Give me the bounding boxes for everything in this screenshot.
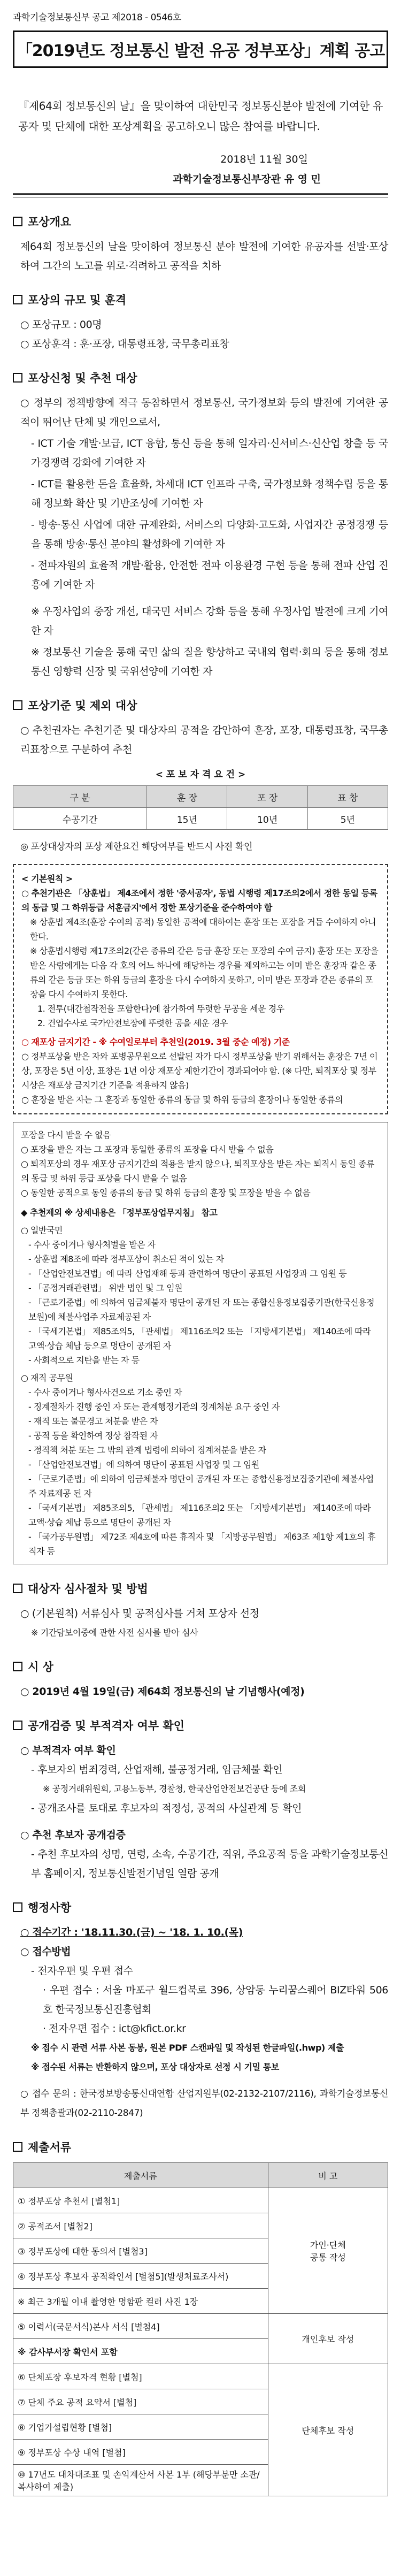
section-documents-heading	[13, 2139, 388, 2155]
square-bullet-icon	[13, 373, 22, 383]
principle-rule: ○ 정부포상을 받은 자와 포병공무원으로 선발된 자가 다시 정부포상을 받기 위해서는 훈장은 7년 이상, 포장은 5년 이상, 표창은 1년 이상 재포상 제한기간이 경과되어야 함. (※ 다만, 퇴직포상 및 정부시상은 재포상 금지기간 기준을 적용하지 않음)	[21, 1051, 378, 1090]
table-cell: 10년	[227, 808, 307, 830]
divider	[13, 193, 388, 197]
exclusion-line: ○ 동일한 공적으로 동일 종류의 동급 및 하위 등급의 훈장 및 포장을 받을 수 없음	[21, 1188, 311, 1198]
review-item: ○ (기본원칙) 서류심사 및 공적심사를 거쳐 포상자 선정	[20, 1608, 259, 1619]
admin-item: ※ 접수된 서류는 반환하지 않으며, 포상 대상자로 선정 시 기밀 통보	[31, 2062, 279, 2072]
exclusion-item: - 「공정거래관련법」 위반 법인 및 그 임원	[28, 1283, 183, 1293]
principle-rule: 2. 건업수사로 국가안전보장에 뚜렷한 공을 세운 경우	[37, 1018, 228, 1028]
notice-date: 2018년 11월 30일	[220, 154, 308, 165]
table-cell: ⑤ 이력서(국문서식)본사 서식 [별첨4]	[13, 2314, 268, 2339]
qualification-caption: < 포 보 자 격 요 건 >	[155, 769, 246, 780]
basic-principles-box	[13, 864, 388, 1114]
exclusion-item: - 「국세기본법」 제85조의5, 「관세법」 제116조의2 또는 「지방세기본법」 제140조에 따라 고액·상습 체납 등으로 명단이 공개된 자	[28, 1503, 371, 1527]
section-overview-body: 제64회 정보통신의 날을 맞이하여 정보통신 분야 발전에 기여한 유공자를 선발·포상하여 그간의 노고를 위로·격려하고 공적을 치하	[20, 241, 388, 272]
exclusion-item: - 수사 중이거나 형사처벌을 받은 자	[28, 1240, 156, 1250]
eligibility-note: ※ 정보통신 기술을 통해 국민 삶의 질을 향상하고 국내외 협력·회의 등을 통해 정보통신 영향력 신장 및 국위선양에 기여한 자	[31, 646, 388, 677]
table-cell: ⑧ 기업가설립현황 [별첨]	[13, 2414, 268, 2440]
admin-item: ○ 접수 문의 : 한국정보방송통신대연합 산업지원부(02-2132-2107/2116), 과학기술정보통신부 정책총괄과(02-2110-2847)	[20, 2089, 388, 2119]
table-cell: 가인·단체 공통 작성	[268, 2188, 388, 2314]
exclusion-item: - 징계절차가 진행 중인 자 또는 관계행정기관의 징계처분 요구 중인 자	[28, 1402, 280, 1412]
square-bullet-icon	[13, 217, 22, 226]
scale-item: ○ 포상규모 : 00명	[20, 319, 102, 331]
section-title: 포상신청 및 추천 대상	[28, 372, 137, 385]
principle-rule: ○ 재포상 금지기간 - ※ 수여일로부터 추천일(2019. 3월 중순 예정) 기준	[21, 1037, 290, 1047]
exclusion-item: - 상훈법 제8조에 따라 정부포상이 취소된 적이 있는 자	[28, 1254, 224, 1264]
criteria-body: ○ 추천권자는 추천기준 및 대상자의 공적을 감안하여 훈장, 포장, 대통령표창, 국무총리표창으로 구분하여 추천	[20, 724, 388, 755]
table-header: 구 분	[13, 786, 147, 808]
verification-item: ※ 공정거래위원회, 고용노동부, 경찰청, 한국산업안전보건공단 등에 조회	[43, 1784, 306, 1794]
eligibility-lead: ○ 정부의 정책방향에 적극 동참하면서 정보통신, 국가정보화 등의 발전에 기여한 공적이 뛰어난 단체 및 개인으로서,	[20, 397, 388, 428]
table-cell: ④ 정부포상 후보자 공적확인서 [별첨5](발생처료조사서)	[13, 2264, 268, 2289]
admin-item: · 전자우편 접수 : ict@kfict.or.kr	[43, 2023, 186, 2035]
exclusion-line: ○ 포장을 받은 자는 그 포장과 동일한 종류의 포장을 다시 받을 수 없음	[21, 1144, 274, 1155]
square-bullet-icon	[13, 1721, 22, 1730]
principle-rule: ※ 상훈법시행령 제17조의2(같은 종류의 같은 등급 훈장 또는 포장의 수여 금지) 훈장 또는 포장을 받은 사람에게는 다음 각 호의 어느 하나에 해당하는 경우를 제외하고는 이미 받은 훈장과 같은 종류의 같은 등급 또는 하위 등급의 훈장을 다시 수여하지 못하고, 이미 받은 포장과 같은 종류의 포장을 다시 수여하지 못한다.	[30, 946, 379, 999]
principle-rule: ○ 추천기관은 「상훈법」 제4조에서 정한 '중서공자', 동법 시행령 제17조의2에서 정한 동일 등록의 동급 및 그 하위등급 서훈금지'에서 정한 포상기준을 준수하여야 함	[21, 888, 377, 913]
documents-table	[13, 2162, 388, 2496]
table-header: 표 창	[307, 786, 388, 808]
section-title: 제출서류	[28, 2141, 72, 2154]
square-bullet-icon	[13, 1584, 22, 1593]
table-cell: ⑦ 단체 주요 공적 요약서 [별첨]	[13, 2389, 268, 2414]
admin-item: ○ 접수방법	[20, 1946, 71, 1958]
exclusion-group-label: ○ 재직 공무원	[21, 1373, 73, 1383]
table-cell: 5년	[307, 808, 388, 830]
exclusion-item: - 「근로기준법」에 의하여 임금체불자 명단이 공개된 자 또는 종합신용정보집중기관(한국신용정보원)에 체불사업주 자료제공된 자	[28, 1297, 375, 1322]
table-cell: ① 정부포상 추천서 [별첨1]	[13, 2188, 268, 2213]
eligibility-bullet: - 전파자원의 효율적 개발·활용, 안전한 전파 이용환경 구현 등을 통해 전파 산업 진흥에 기여한 자	[31, 560, 388, 591]
table-header: 포 장	[227, 786, 307, 808]
section-admin-heading	[13, 1899, 388, 1915]
award-item: ○ 2019년 4월 19일(금) 제64회 정보통신의 날 기념행사(예정)	[20, 1686, 305, 1698]
scale-item: ○ 포상훈격 : 훈·포장, 대통령표창, 국무총리표창	[20, 338, 229, 350]
table-cell: ※ 최근 3개월 이내 촬영한 명함판 컬러 사진 1장	[13, 2289, 268, 2314]
square-bullet-icon	[13, 295, 22, 304]
eligibility-bullet: - 방송·통신 사업에 대한 규제완화, 서비스의 다양화·고도화, 사업자간 공정경쟁 등을 통해 방송·통신 분야의 활성화에 기여한 자	[31, 519, 388, 550]
admin-item: - 전자우편 및 우편 접수	[31, 1965, 133, 1977]
table-header: 제출서류	[13, 2163, 268, 2188]
eligibility-bullet: - ICT를 활용한 돈을 효율화, 차세대 ICT 인프라 구축, 국가정보화 정책수립 등을 통해 정보화 확산 및 기반조성에 기여한 자	[31, 478, 388, 509]
admin-item: · 우편 접수 : 서울 마포구 월드컵북로 396, 상암동 누리꿈스퀘어 BIZ타워 506호 한국정보통신진흥협회	[43, 1984, 388, 2015]
exclusion-item: - 공적 등을 확인하여 정상 참작된 자	[28, 1431, 158, 1441]
section-title: 공개검증 및 부적격자 여부 확인	[28, 1719, 184, 1732]
exclusion-line: 포장을 다시 받을 수 없음	[21, 1130, 111, 1140]
admin-item: ○ 접수기간 : '18.11.30.(금) ~ '18. 1. 10.(목)	[20, 1927, 243, 1938]
eligibility-note: ※ 우정사업의 중장 개선, 대국민 서비스 강화 등을 통해 우정사업 발전에 크게 기여한 자	[31, 606, 388, 637]
section-overview-heading	[13, 213, 388, 230]
table-cell: ⑨ 정부포상 수상 내역 [별첨]	[13, 2440, 268, 2465]
table-cell: 개인후보 작성	[268, 2314, 388, 2364]
principle-rule: ※ 상훈법 제4조(훈장 수여의 공적) 동일한 공적에 대하여는 훈장 또는 포장을 거듭 수여하지 아니한다.	[30, 917, 376, 942]
exclusion-item: - 재직 또는 불문경고 처분을 받은 자	[28, 1416, 158, 1426]
table-cell: ⑥ 단체포장 후보자격 현황 [별첨]	[13, 2364, 268, 2389]
exclusions-box	[13, 1122, 388, 1564]
square-bullet-icon	[13, 2142, 22, 2152]
review-item: ※ 기간담보이중에 관한 사전 심사를 받아 심사	[31, 1627, 198, 1638]
exclusion-item: - 「국세기본법」 제85조의5, 「관세법」 제116조의2 또는 「지방세기본법」 제140조에 따라 고액·상습 체납 등으로 명단이 공개된 자	[28, 1326, 371, 1351]
section-scale-heading	[13, 292, 388, 308]
square-bullet-icon	[13, 700, 22, 710]
exclusion-item: - 「국가공무원법」 제72조 제4호에 따른 휴직자 및 「지방공무원법」 제63조 제1항 제1호의 휴직자 등	[28, 1532, 376, 1556]
table-cell: 수공기간	[13, 808, 147, 830]
notice-title: 「2019년도 정보통신 발전 유공 정부포상」계획 공고	[13, 30, 388, 68]
verification-item: - 공개조사를 토대로 후보자의 적정성, 공적의 사실관계 등 확인	[31, 1802, 302, 1814]
exclusion-item: - 수사 중이거나 형사사건으로 기소 중인 자	[28, 1387, 182, 1397]
section-title: 포상기준 및 제외 대상	[28, 699, 137, 712]
verification-sub-label: ○ 부적격자 여부 확인	[20, 1745, 116, 1756]
verification-item: - 후보자의 범죄경력, 산업재해, 불공정거래, 임금체불 확인	[31, 1764, 283, 1776]
exclusion-item: - 정직책 처분 또는 그 밖의 관계 법령에 의하여 징계처분을 받은 자	[28, 1445, 266, 1455]
square-bullet-icon	[13, 1662, 22, 1671]
qualification-table	[13, 785, 388, 830]
section-verification-heading	[13, 1717, 388, 1733]
exclusion-item: - 「근로기준법」에 의하여 임금체불자 명단이 공개된 자 또는 종합신용정보집중기관에 체불사업주 자료제공 된 자	[28, 1474, 374, 1499]
exclusion-line: ○ 퇴직포상의 경우 재포상 금지기간의 적용을 받지 않으나, 퇴직포상을 받은 자는 퇴직시 동일 종류의 동급 및 하위 등급 포상을 다시 받을 수 없음	[21, 1159, 374, 1183]
principle-rule: 1. 전투(대간첩작전을 포함한다)에 참가하여 뚜렷한 무공을 세운 경우	[37, 1004, 284, 1014]
notice-number: 과학기술정보통신부 공고 제2018 - 0546호	[13, 12, 181, 23]
section-title: 대상자 심사절차 및 방법	[28, 1583, 148, 1595]
section-title: 포상개요	[28, 216, 72, 228]
exclusion-item: - 「산업안전보건법」에 의하여 명단이 공표된 사업장 및 그 임원	[28, 1459, 259, 1470]
restriction-note: ◎ 포상대상자의 포상 제한요건 해당여부를 반드시 사전 확인	[20, 842, 252, 852]
table-header: 비 고	[268, 2163, 388, 2188]
box-heading: < 기본원칙 >	[21, 874, 73, 884]
notice-signature: 과학기술정보통신부장관 유 영 민	[173, 173, 321, 185]
table-cell: ※ 감사부서장 확인서 포함	[13, 2339, 268, 2364]
table-cell: ③ 정부포상에 대한 동의서 [별첨3]	[13, 2238, 268, 2264]
table-cell: ⑩ 17년도 대차대조표 및 손익계산서 사본 1부 (해당부분만 소관/복사하여 제출)	[13, 2465, 268, 2496]
principle-rule: ○ 훈장을 받은 자는 그 훈장과 동일한 종류의 동급 및 하위 등급의 훈장이나 동일한 종류의	[21, 1095, 343, 1105]
table-cell: 15년	[147, 808, 227, 830]
exclusion-item: - 사회적으로 지탄을 받는 자 등	[28, 1355, 140, 1365]
exclusion-group-label: ○ 일반국민	[21, 1225, 63, 1235]
section-award-heading	[13, 1658, 388, 1675]
section-title: 포상의 규모 및 훈격	[28, 294, 127, 307]
section-title: 행정사항	[28, 1901, 72, 1914]
intro-text: 『제64회 정보통신의 날』을 맞이하여 대한민국 정보통신분야 발전에 기여한 유공자 및 단체에 대한 포상계획을 공고하오니 많은 참여를 바랍니다.	[18, 100, 383, 133]
eligibility-bullet: - ICT 기술 개발·보급, ICT 융합, 통신 등을 통해 일자리·신서비스·신산업 창출 등 국가경쟁력 강화에 기여한 자	[31, 438, 388, 469]
exclusion-item: - 「산업안전보건법」에 따라 산업재해 등과 관련하여 명단이 공표된 사업장과 그 임원 등	[28, 1268, 347, 1279]
exclusion-heading: ◆ 추천제외 ※ 상세내용은 「정부포상업무지침」 참고	[21, 1207, 218, 1218]
table-cell: 단체후보 작성	[268, 2364, 388, 2496]
section-eligibility-heading	[13, 370, 388, 386]
verification-item: - 추천 후보자의 성명, 연령, 소속, 수공기간, 직위, 주요공적 등을 과학기술정보통신부 홈페이지, 정보통신발전기념일 열람 공개	[31, 1848, 388, 1879]
section-title: 시 상	[28, 1661, 53, 1673]
section-review-heading	[13, 1580, 388, 1596]
admin-item: ※ 접수 시 관련 서류 사본 동봉, 원본 PDF 스캔파일 및 작성된 한글파일(.hwp) 제출	[31, 2043, 344, 2053]
square-bullet-icon	[13, 1902, 22, 1912]
table-cell: ② 공적조서 [별첨2]	[13, 2213, 268, 2238]
table-header: 훈 장	[147, 786, 227, 808]
verification-sub-label: ○ 추천 후보자 공개검증	[20, 1829, 126, 1841]
section-criteria-heading	[13, 697, 388, 713]
